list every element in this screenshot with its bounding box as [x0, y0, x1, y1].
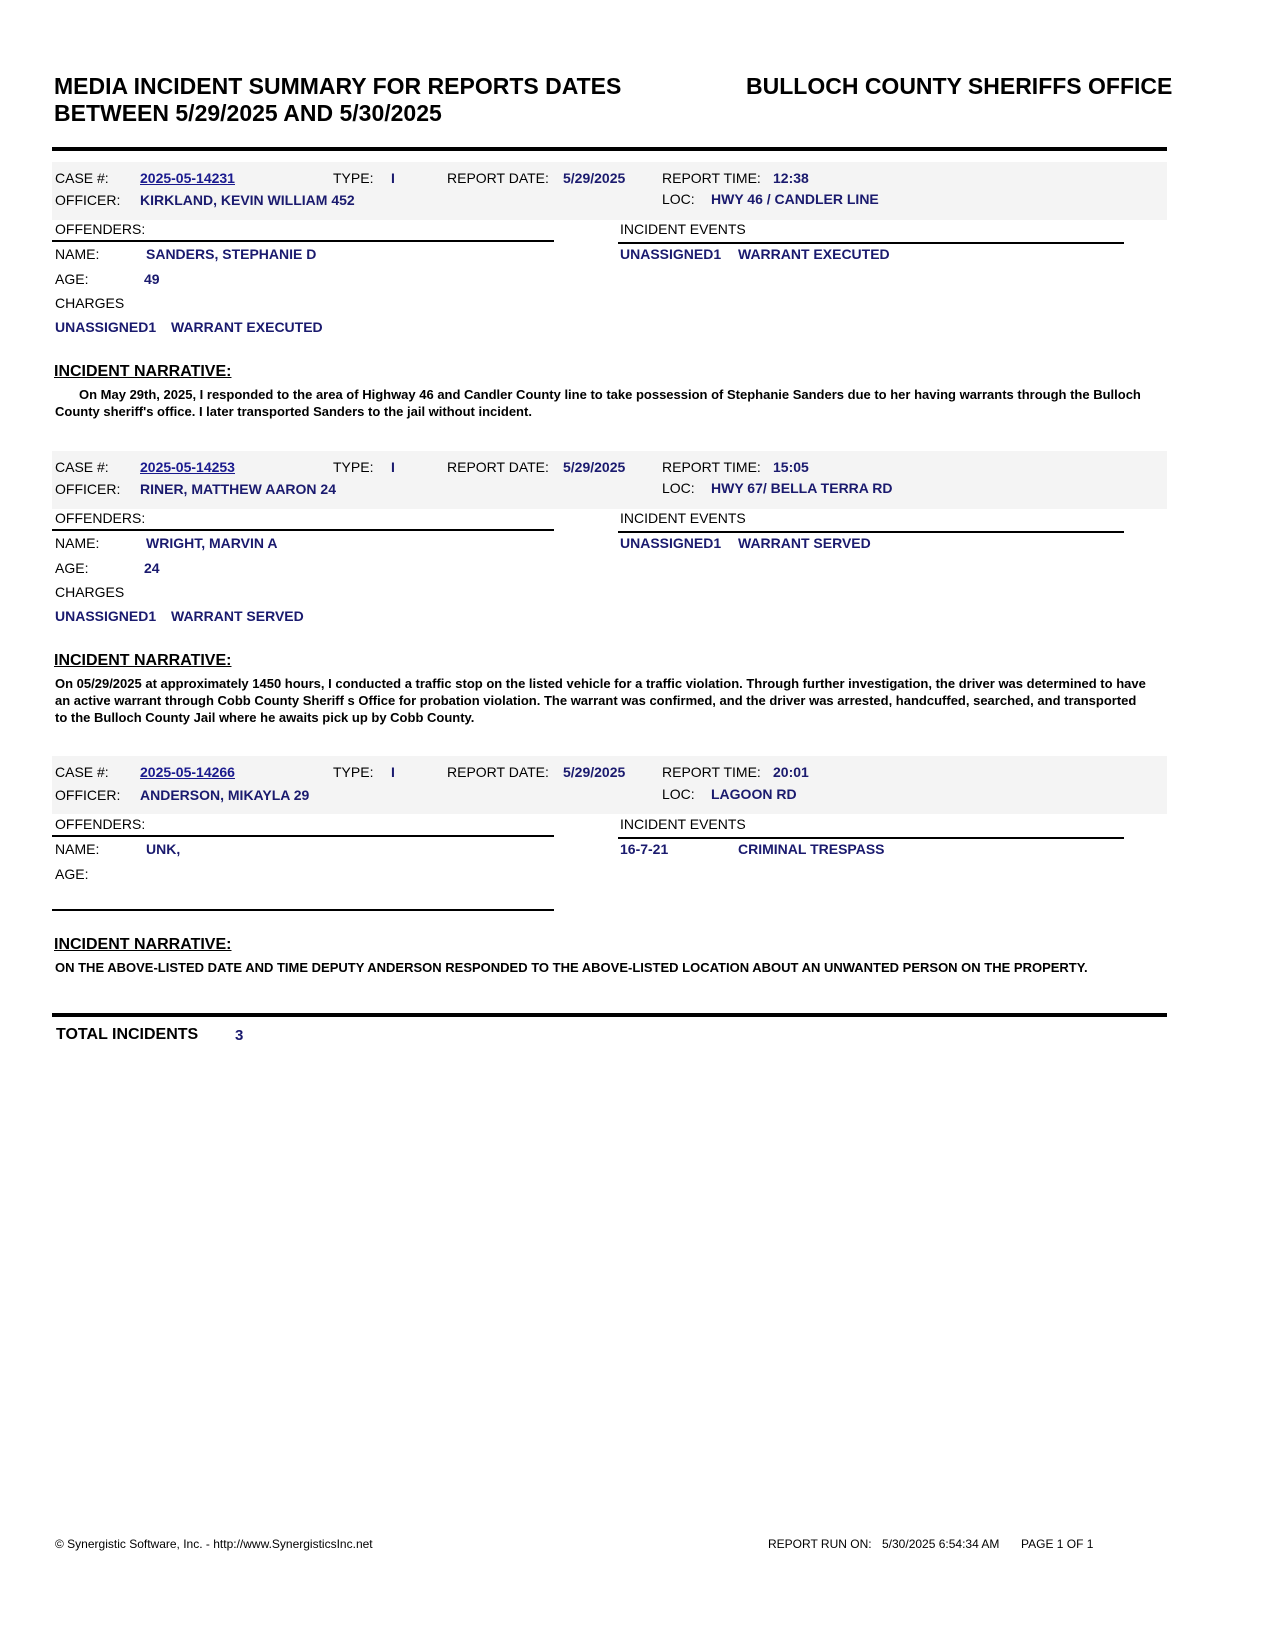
events-divider	[618, 242, 1124, 244]
narrative-heading: INCIDENT NARRATIVE:	[54, 652, 232, 669]
officer-label: OFFICER:	[55, 787, 121, 803]
offenders-divider	[52, 835, 554, 837]
type-label: TYPE:	[333, 170, 374, 186]
type-value: I	[391, 459, 395, 475]
incident-events-label: INCIDENT EVENTS	[620, 816, 746, 832]
report-date-value: 5/29/2025	[563, 170, 626, 186]
loc-value: HWY 46 / CANDLER LINE	[711, 191, 879, 207]
offender-name: WRIGHT, MARVIN A	[146, 535, 278, 551]
name-label: NAME:	[55, 535, 100, 551]
page-number: PAGE 1 OF 1	[1021, 1537, 1094, 1551]
type-label: TYPE:	[333, 459, 374, 475]
report-date-label: REPORT DATE:	[447, 459, 549, 475]
charge-code: UNASSIGNED1	[55, 319, 157, 335]
case-label: CASE #:	[55, 764, 109, 780]
total-incidents-label: TOTAL INCIDENTS	[56, 1026, 199, 1043]
report-time-value: 15:05	[773, 459, 809, 475]
events-divider	[618, 837, 1124, 839]
case-label: CASE #:	[55, 459, 109, 475]
charge-code: UNASSIGNED1	[55, 608, 157, 624]
report-time-value: 20:01	[773, 764, 809, 780]
type-label: TYPE:	[333, 764, 374, 780]
case-label: CASE #:	[55, 170, 109, 186]
loc-label: LOC:	[662, 480, 695, 496]
header-divider	[52, 147, 1167, 151]
event-description: WARRANT EXECUTED	[738, 246, 890, 262]
charges-label: CHARGES	[55, 295, 125, 311]
charges-label: CHARGES	[55, 584, 125, 600]
case-number-link[interactable]: 2025-05-14266	[140, 764, 235, 780]
narrative-heading: INCIDENT NARRATIVE:	[54, 363, 232, 380]
event-code: 16-7-21	[620, 841, 669, 857]
age-label: AGE:	[55, 866, 89, 882]
charge-description: WARRANT EXECUTED	[171, 319, 323, 335]
event-description: CRIMINAL TRESPASS	[738, 841, 885, 857]
report-date-label: REPORT DATE:	[447, 170, 549, 186]
report-time-label: REPORT TIME:	[662, 459, 761, 475]
incident-events-label: INCIDENT EVENTS	[620, 510, 746, 526]
offenders-label: OFFENDERS:	[55, 816, 146, 832]
report-time-value: 12:38	[773, 170, 809, 186]
loc-value: HWY 67/ BELLA TERRA RD	[711, 480, 893, 496]
officer-value: ANDERSON, MIKAYLA 29	[140, 787, 310, 803]
offenders-divider	[52, 240, 554, 242]
report-time-label: REPORT TIME:	[662, 170, 761, 186]
narrative-text: On May 29th, 2025, I responded to the area of Highway 46 and Candler County line to take possession of Stephanie Sanders due to her having warrants through the Bulloch County sheriff's office. I later transported Sanders to the jail without incident.	[55, 387, 1141, 419]
loc-label: LOC:	[662, 786, 695, 802]
totals-divider	[52, 1013, 1167, 1017]
officer-value: KIRKLAND, KEVIN WILLIAM 452	[140, 192, 355, 208]
offender-name: UNK,	[146, 841, 181, 857]
offender-age: 24	[144, 560, 160, 576]
report-date-label: REPORT DATE:	[447, 764, 549, 780]
report-date-value: 5/29/2025	[563, 764, 626, 780]
total-incidents-value: 3	[235, 1027, 244, 1044]
narrative-heading: INCIDENT NARRATIVE:	[54, 936, 232, 953]
age-label: AGE:	[55, 560, 89, 576]
type-value: I	[391, 764, 395, 780]
footer-copyright: © Synergistic Software, Inc. - http://www.SynergisticsInc.net	[55, 1537, 373, 1551]
report-run-label: REPORT RUN ON:	[768, 1537, 872, 1551]
case-number-link[interactable]: 2025-05-14253	[140, 459, 235, 475]
offenders-end-divider	[52, 909, 554, 911]
incident-events-label: INCIDENT EVENTS	[620, 221, 746, 237]
age-label: AGE:	[55, 271, 89, 287]
report-title-line2: BETWEEN 5/29/2025 AND 5/30/2025	[54, 100, 442, 126]
report-title-line1: MEDIA INCIDENT SUMMARY FOR REPORTS DATES	[54, 73, 622, 99]
name-label: NAME:	[55, 246, 100, 262]
offender-age: 49	[144, 271, 160, 287]
charge-description: WARRANT SERVED	[171, 608, 304, 624]
narrative-text: ON THE ABOVE-LISTED DATE AND TIME DEPUTY ANDERSON RESPONDED TO THE ABOVE-LISTED LOCATION ABOUT AN UNWANTED PERSON ON THE PROPERTY.	[55, 960, 1088, 975]
name-label: NAME:	[55, 841, 100, 857]
report-date-value: 5/29/2025	[563, 459, 626, 475]
event-code: UNASSIGNED1	[620, 535, 722, 551]
offenders-label: OFFENDERS:	[55, 221, 146, 237]
narrative-text: On 05/29/2025 at approximately 1450 hours, I conducted a traffic stop on the listed vehicle for a traffic violation. Through further investigation, the driver was determined to have an active warrant through Cobb County Sheriff s Office for probation violation. The warrant was confirmed, and the driver was arrested, handcuffed, searched, and transported to the Bulloch County Jail where he awaits pick up by Cobb County.	[55, 676, 1146, 725]
agency-name: BULLOCH COUNTY SHERIFFS OFFICE	[746, 73, 1173, 99]
offenders-label: OFFENDERS:	[55, 510, 146, 526]
offenders-divider	[52, 529, 554, 531]
loc-label: LOC:	[662, 191, 695, 207]
loc-value: LAGOON RD	[711, 786, 797, 802]
offender-name: SANDERS, STEPHANIE D	[146, 246, 317, 262]
event-description: WARRANT SERVED	[738, 535, 871, 551]
report-run-value: 5/30/2025 6:54:34 AM	[882, 1537, 1000, 1551]
officer-label: OFFICER:	[55, 481, 121, 497]
case-number-link[interactable]: 2025-05-14231	[140, 170, 235, 186]
officer-label: OFFICER:	[55, 192, 121, 208]
events-divider	[618, 531, 1124, 533]
type-value: I	[391, 170, 395, 186]
event-code: UNASSIGNED1	[620, 246, 722, 262]
officer-value: RINER, MATTHEW AARON 24	[140, 481, 336, 497]
report-time-label: REPORT TIME:	[662, 764, 761, 780]
